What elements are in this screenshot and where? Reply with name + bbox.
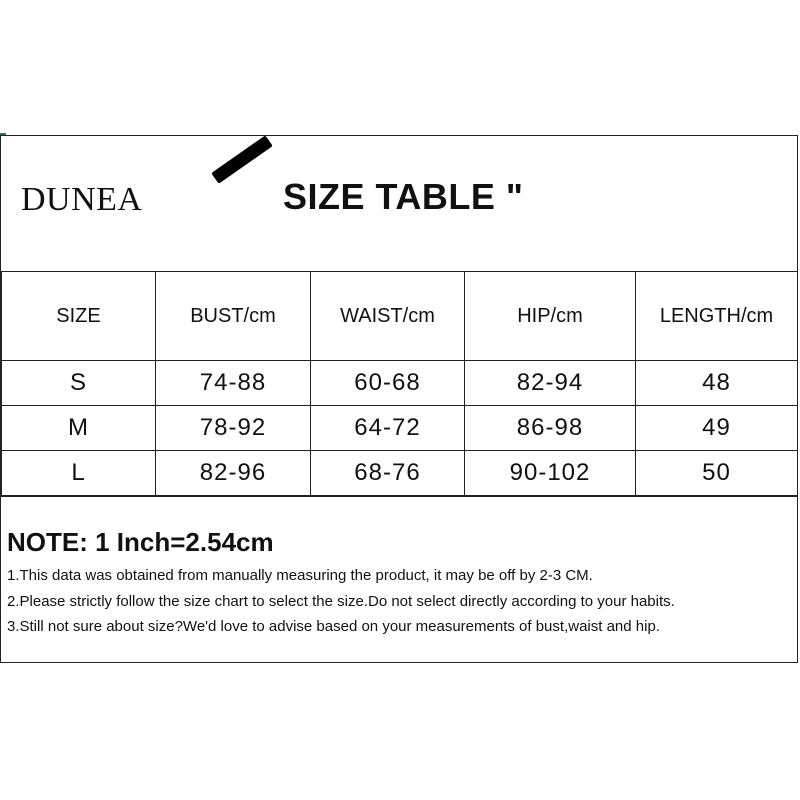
- table-row: [2, 361, 798, 406]
- table-row: [2, 451, 798, 496]
- column-header-size: SIZE: [2, 272, 156, 361]
- note-line-1: 1.This data was obtained from manually measuring the product, it may be off by 2-3 CM.: [7, 567, 593, 584]
- cell-bust: 74-88: [156, 361, 311, 406]
- cell-waist: 68-76: [311, 451, 465, 496]
- cell-hip: 86-98: [465, 406, 636, 451]
- decorative-bar: [211, 135, 273, 184]
- column-header-waist: WAIST/cm: [311, 272, 465, 361]
- cell-size: L: [2, 451, 156, 496]
- column-header-hip: HIP/cm: [465, 272, 636, 361]
- note-line-3: 3.Still not sure about size?We'd love to advise based on your measurements of bust,waist and hip.: [7, 618, 660, 635]
- cell-size: S: [2, 361, 156, 406]
- cell-waist: 64-72: [311, 406, 465, 451]
- cell-length: 48: [636, 361, 798, 406]
- size-table: [1, 271, 798, 496]
- cell-hip: 82-94: [465, 361, 636, 406]
- size-chart-frame: [0, 135, 798, 663]
- cell-length: 49: [636, 406, 798, 451]
- table-row: [2, 406, 798, 451]
- brand-name: DUNEA: [21, 181, 143, 218]
- cell-bust: 82-96: [156, 451, 311, 496]
- cell-length: 50: [636, 451, 798, 496]
- column-header-bust: BUST/cm: [156, 272, 311, 361]
- column-header-length: LENGTH/cm: [636, 272, 798, 361]
- notes-section: [1, 496, 798, 665]
- table-header-row: [2, 272, 798, 361]
- cell-hip: 90-102: [465, 451, 636, 496]
- note-title: NOTE: 1 Inch=2.54cm: [7, 527, 274, 557]
- cell-bust: 78-92: [156, 406, 311, 451]
- chart-title: SIZE TABLE ": [283, 176, 524, 217]
- note-line-2: 2.Please strictly follow the size chart to select the size.Do not select directly according to your habits.: [7, 593, 675, 610]
- chart-header: [1, 136, 797, 272]
- cell-size: M: [2, 406, 156, 451]
- cell-waist: 60-68: [311, 361, 465, 406]
